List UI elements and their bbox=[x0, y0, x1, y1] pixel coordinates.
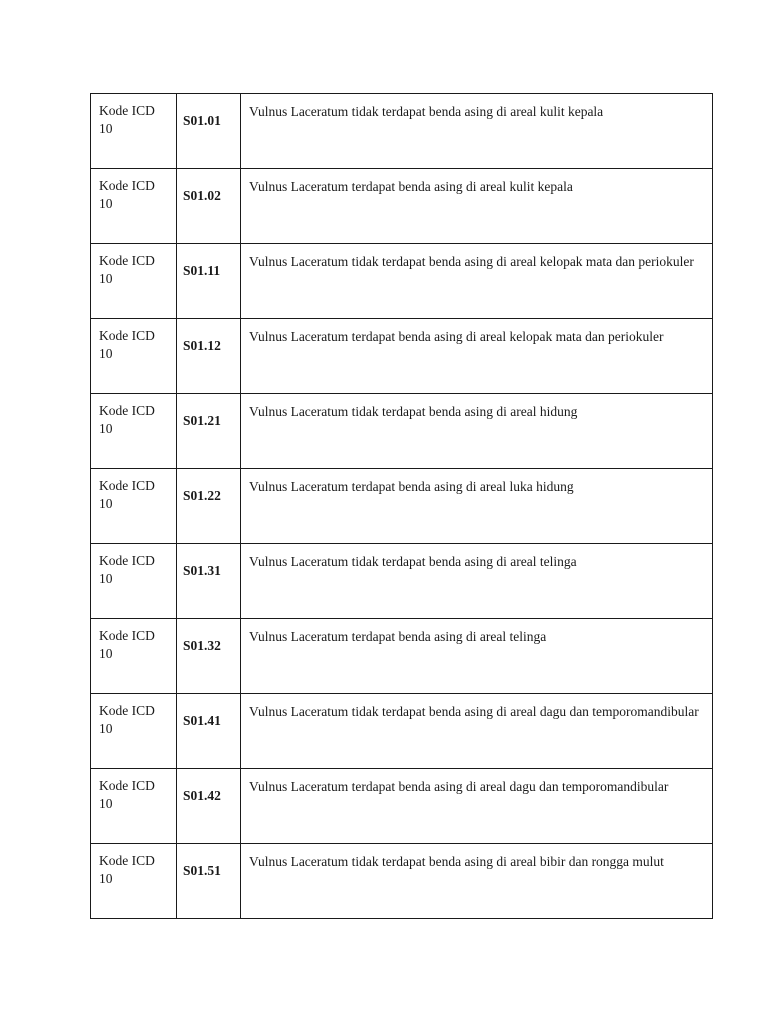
row-label: Kode ICD 10 bbox=[99, 553, 155, 586]
description-cell bbox=[241, 319, 713, 394]
description-cell bbox=[241, 469, 713, 544]
icd-code: S01.32 bbox=[183, 638, 221, 653]
description-cell bbox=[241, 544, 713, 619]
diagnosis-description: Vulnus Laceratum tidak terdapat benda asing di areal dagu dan temporomandibular bbox=[249, 704, 699, 719]
icd-code: S01.12 bbox=[183, 338, 221, 353]
description-cell bbox=[241, 844, 713, 919]
icd-code: S01.31 bbox=[183, 563, 221, 578]
row-label: Kode ICD 10 bbox=[99, 778, 155, 811]
table-row bbox=[91, 694, 713, 769]
row-label: Kode ICD 10 bbox=[99, 403, 155, 436]
diagnosis-description: Vulnus Laceratum terdapat benda asing di areal dagu dan temporomandibular bbox=[249, 779, 669, 794]
table-row bbox=[91, 769, 713, 844]
row-label: Kode ICD 10 bbox=[99, 628, 155, 661]
label-cell bbox=[91, 694, 177, 769]
description-cell bbox=[241, 769, 713, 844]
row-label: Kode ICD 10 bbox=[99, 703, 155, 736]
row-label: Kode ICD 10 bbox=[99, 253, 155, 286]
label-cell bbox=[91, 394, 177, 469]
table-row bbox=[91, 844, 713, 919]
table-row bbox=[91, 619, 713, 694]
table-row bbox=[91, 394, 713, 469]
diagnosis-description: Vulnus Laceratum tidak terdapat benda asing di areal kelopak mata dan periokuler bbox=[249, 254, 694, 269]
description-cell bbox=[241, 244, 713, 319]
code-cell bbox=[177, 169, 241, 244]
code-cell bbox=[177, 619, 241, 694]
label-cell bbox=[91, 469, 177, 544]
table-row bbox=[91, 169, 713, 244]
row-label: Kode ICD 10 bbox=[99, 103, 155, 136]
icd-code: S01.21 bbox=[183, 413, 221, 428]
code-cell bbox=[177, 244, 241, 319]
diagnosis-description: Vulnus Laceratum terdapat benda asing di areal kelopak mata dan periokuler bbox=[249, 329, 664, 344]
label-cell bbox=[91, 169, 177, 244]
diagnosis-description: Vulnus Laceratum tidak terdapat benda asing di areal kulit kepala bbox=[249, 104, 604, 119]
icd-code: S01.51 bbox=[183, 863, 221, 878]
row-label: Kode ICD 10 bbox=[99, 178, 155, 211]
diagnosis-description: Vulnus Laceratum terdapat benda asing di areal kulit kepala bbox=[249, 179, 573, 194]
description-cell bbox=[241, 619, 713, 694]
label-cell bbox=[91, 319, 177, 394]
label-cell bbox=[91, 94, 177, 169]
table-row bbox=[91, 319, 713, 394]
description-cell bbox=[241, 94, 713, 169]
label-cell bbox=[91, 769, 177, 844]
code-cell bbox=[177, 94, 241, 169]
code-cell bbox=[177, 769, 241, 844]
icd-code: S01.11 bbox=[183, 263, 221, 278]
table-row bbox=[91, 469, 713, 544]
icd-code: S01.02 bbox=[183, 188, 221, 203]
code-cell bbox=[177, 319, 241, 394]
code-cell bbox=[177, 544, 241, 619]
code-cell bbox=[177, 469, 241, 544]
row-label: Kode ICD 10 bbox=[99, 328, 155, 361]
icd-code: S01.41 bbox=[183, 713, 221, 728]
diagnosis-description: Vulnus Laceratum tidak terdapat benda asing di areal telinga bbox=[249, 554, 577, 569]
diagnosis-description: Vulnus Laceratum tidak terdapat benda asing di areal bibir dan rongga mulut bbox=[249, 854, 664, 869]
row-label: Kode ICD 10 bbox=[99, 478, 155, 511]
table-row bbox=[91, 244, 713, 319]
icd-code: S01.22 bbox=[183, 488, 221, 503]
diagnosis-description: Vulnus Laceratum tidak terdapat benda asing di areal hidung bbox=[249, 404, 578, 419]
description-cell bbox=[241, 694, 713, 769]
code-cell bbox=[177, 694, 241, 769]
code-cell bbox=[177, 394, 241, 469]
label-cell bbox=[91, 844, 177, 919]
label-cell bbox=[91, 619, 177, 694]
icd-code: S01.42 bbox=[183, 788, 221, 803]
diagnosis-description: Vulnus Laceratum terdapat benda asing di areal telinga bbox=[249, 629, 547, 644]
row-label: Kode ICD 10 bbox=[99, 853, 155, 886]
label-cell bbox=[91, 544, 177, 619]
table-row bbox=[91, 544, 713, 619]
code-cell bbox=[177, 844, 241, 919]
label-cell bbox=[91, 244, 177, 319]
description-cell bbox=[241, 169, 713, 244]
description-cell bbox=[241, 394, 713, 469]
table-row bbox=[91, 94, 713, 169]
icd-code: S01.01 bbox=[183, 113, 221, 128]
icd-code-table bbox=[90, 93, 713, 919]
diagnosis-description: Vulnus Laceratum terdapat benda asing di areal luka hidung bbox=[249, 479, 574, 494]
